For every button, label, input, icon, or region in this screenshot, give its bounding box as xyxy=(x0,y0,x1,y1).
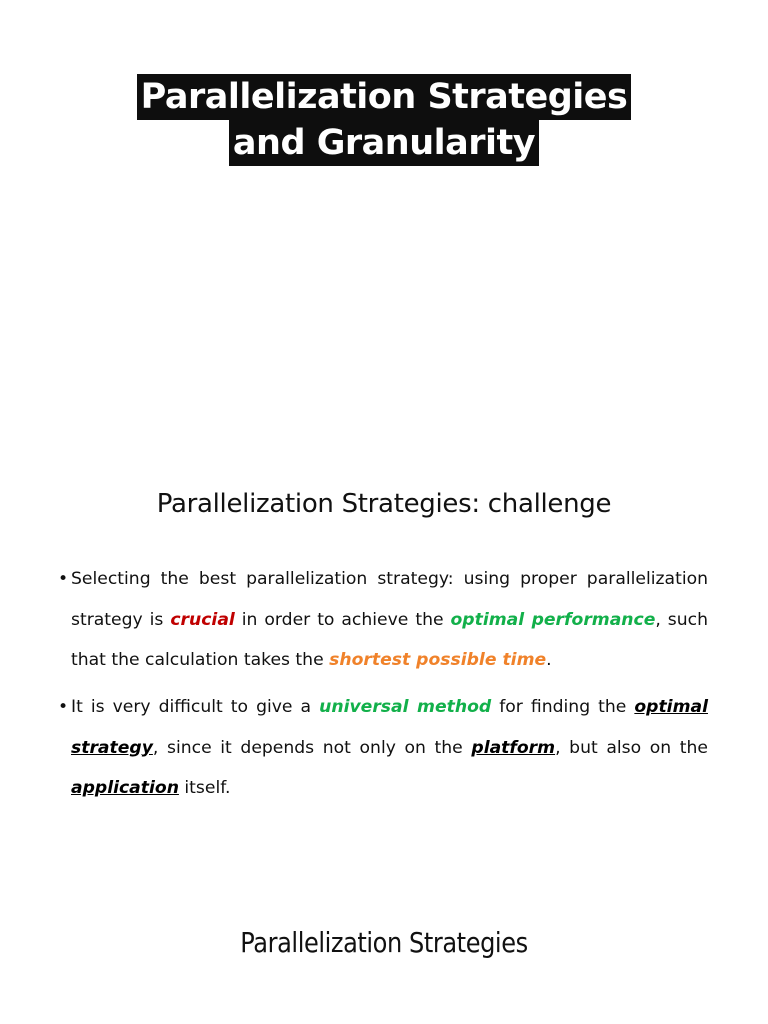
bullet-text-segment: Selecting the best parallelization strategy: using proper parallelization strategy is xyxy=(71,569,708,630)
emphasis-crucial: crucial xyxy=(170,609,235,630)
bullet-text-segment: , such that the calculation takes the xyxy=(71,609,709,670)
bullet-text xyxy=(71,687,708,809)
slide-heading-strategies: Parallelization Strategies xyxy=(240,926,528,959)
emphasis-shortest-time: shortest possible time xyxy=(329,650,547,670)
bullet-text xyxy=(71,559,708,681)
bullet-text-segment: , but also on the xyxy=(555,737,708,758)
bullet-item xyxy=(58,687,708,809)
title-line-1: Parallelization Strategies xyxy=(137,74,632,120)
bullet-text-segment: itself. xyxy=(178,778,231,798)
title-line-2: and Granularity xyxy=(229,120,539,166)
bullet-text-segment: for finding the xyxy=(491,697,635,717)
emphasis-platform: platform xyxy=(471,737,556,758)
bullet-text-segment: , since it depends not only on the xyxy=(152,737,472,758)
emphasis-optimal-performance: optimal performance xyxy=(450,609,656,630)
bullet-text-segment: in order to achieve the xyxy=(234,609,451,630)
bullet-text-segment: It is very difficult to give a xyxy=(71,697,320,717)
emphasis-universal-method: universal method xyxy=(319,697,492,717)
page-title xyxy=(0,74,768,166)
emphasis-application: application xyxy=(71,778,179,798)
emphasis-optimal-strategy: optimal strategy xyxy=(71,697,708,758)
bullet-text-segment: . xyxy=(546,650,552,670)
slide-heading: Parallelization Strategies: challenge xyxy=(156,489,612,519)
bullet-marker: • xyxy=(58,569,69,589)
bullet-item xyxy=(58,559,708,681)
bullet-marker: • xyxy=(58,697,69,717)
